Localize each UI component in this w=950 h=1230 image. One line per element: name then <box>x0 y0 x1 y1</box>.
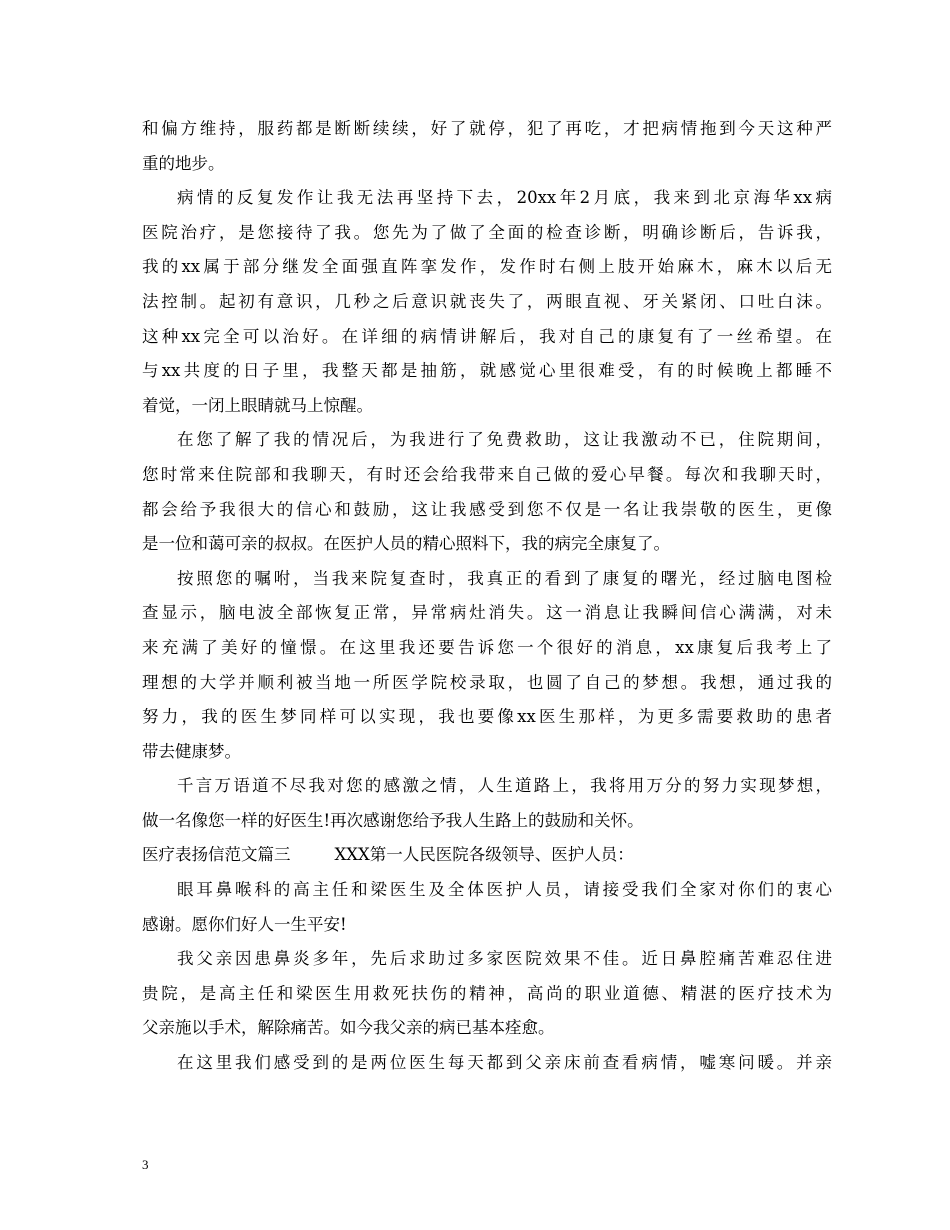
text-line: 您时常来住院部和我聊天，有时还会给我带来自己做的爱心早餐。每次和我聊天时， <box>142 464 832 484</box>
text-line: 带去健康梦。 <box>142 741 241 761</box>
text-line: 和偏方维持，服药都是断断续续，好了就停，犯了再吃，才把病情拖到今天这种严 <box>142 119 832 138</box>
document-body <box>142 112 832 1081</box>
text-line: 与xx共度的日子里，我整天都是抽筋，就感觉心里很难受，有的时候晚上都睡不 <box>142 361 832 381</box>
salutation: XXX第一人民医院各级领导、医护人员： <box>334 845 634 865</box>
text-line: 眼耳鼻喉科的高主任和梁医生及全体医护人员，请接受我们全家对你们的衷心 <box>177 880 832 900</box>
text-line: 医院治疗，是您接待了我。您先为了做了全面的检查诊断，明确诊断后，告诉我， <box>142 222 832 242</box>
text-line: 父亲施以手术，解除痛苦。如今我父亲的病已基本痊愈。 <box>142 1018 555 1038</box>
text-line: 查显示，脑电波全部恢复正常，异常病灶消失。这一消息让我瞬间信心满满，对未 <box>142 603 832 623</box>
text-line: 贵院，是高主任和梁医生用救死扶伤的精神，高尚的职业道德、精湛的医疗技术为 <box>142 983 832 1003</box>
text-line: 是一位和蔼可亲的叔叔。在医护人员的精心照料下，我的病完全康复了。 <box>142 534 670 554</box>
text-line: 来充满了美好的憧憬。在这里我还要告诉您一个很好的消息，xx康复后我考上了 <box>142 637 832 657</box>
text-line: 在这里我们感受到的是两位医生每天都到父亲床前查看病情，嘘寒问暖。并亲 <box>177 1053 832 1073</box>
text-line: 法控制。起初有意识，几秒之后意识就丧失了，两眼直视、牙关紧闭、口吐白沫。 <box>142 291 832 311</box>
text-line: 做一名像您一样的好医生!再次感谢您给予我人生路上的鼓励和关怀。 <box>142 810 644 830</box>
text-line: 我父亲因患鼻炎多年，先后求助过多家医院效果不佳。近日鼻腔痛苦难忍住进 <box>177 949 832 969</box>
text-line: 病情的反复发作让我无法再坚持下去，20xx年2月底，我来到北京海华xx病 <box>177 188 832 208</box>
text-line: 着觉，一闭上眼睛就马上惊醒。 <box>142 395 373 415</box>
text-line: 千言万语道不尽我对您的感激之情，人生道路上，我将用万分的努力实现梦想， <box>177 776 832 796</box>
letter-body-part-one <box>142 112 832 838</box>
text-line: 都会给予我很大的信心和鼓励，这让我感受到您不仅是一名让我崇敬的医生，更像 <box>142 499 832 519</box>
text-line: 感谢。愿你们好人一生平安! <box>142 914 347 934</box>
text-line: 努力，我的医生梦同样可以实现，我也要像xx医生那样，为更多需要救助的患者 <box>142 707 832 727</box>
text-line: 理想的大学并顺利被当地一所医学院校录取，也圆了自己的梦想。我想，通过我的 <box>142 672 832 692</box>
text-line: 我的xx属于部分继发全面强直阵挛发作，发作时右侧上肢开始麻木，麻木以后无 <box>142 257 832 277</box>
text-line: 按照您的嘱咐，当我来院复查时，我真正的看到了康复的曙光，经过脑电图检 <box>177 568 832 588</box>
letter-body-part-two <box>142 873 832 1081</box>
text-line: 在您了解了我的情况后，为我进行了免费救助，这让我激动不已，住院期间， <box>177 430 832 450</box>
text-line: 这种xx完全可以治好。在详细的病情讲解后，我对自己的康复有了一丝希望。在 <box>142 326 832 346</box>
text-line: 重的地步。 <box>142 153 225 173</box>
section-heading <box>142 838 832 873</box>
page-number: 3 <box>142 1157 149 1172</box>
section-title: 医疗表扬信范文篇三 <box>142 845 291 865</box>
